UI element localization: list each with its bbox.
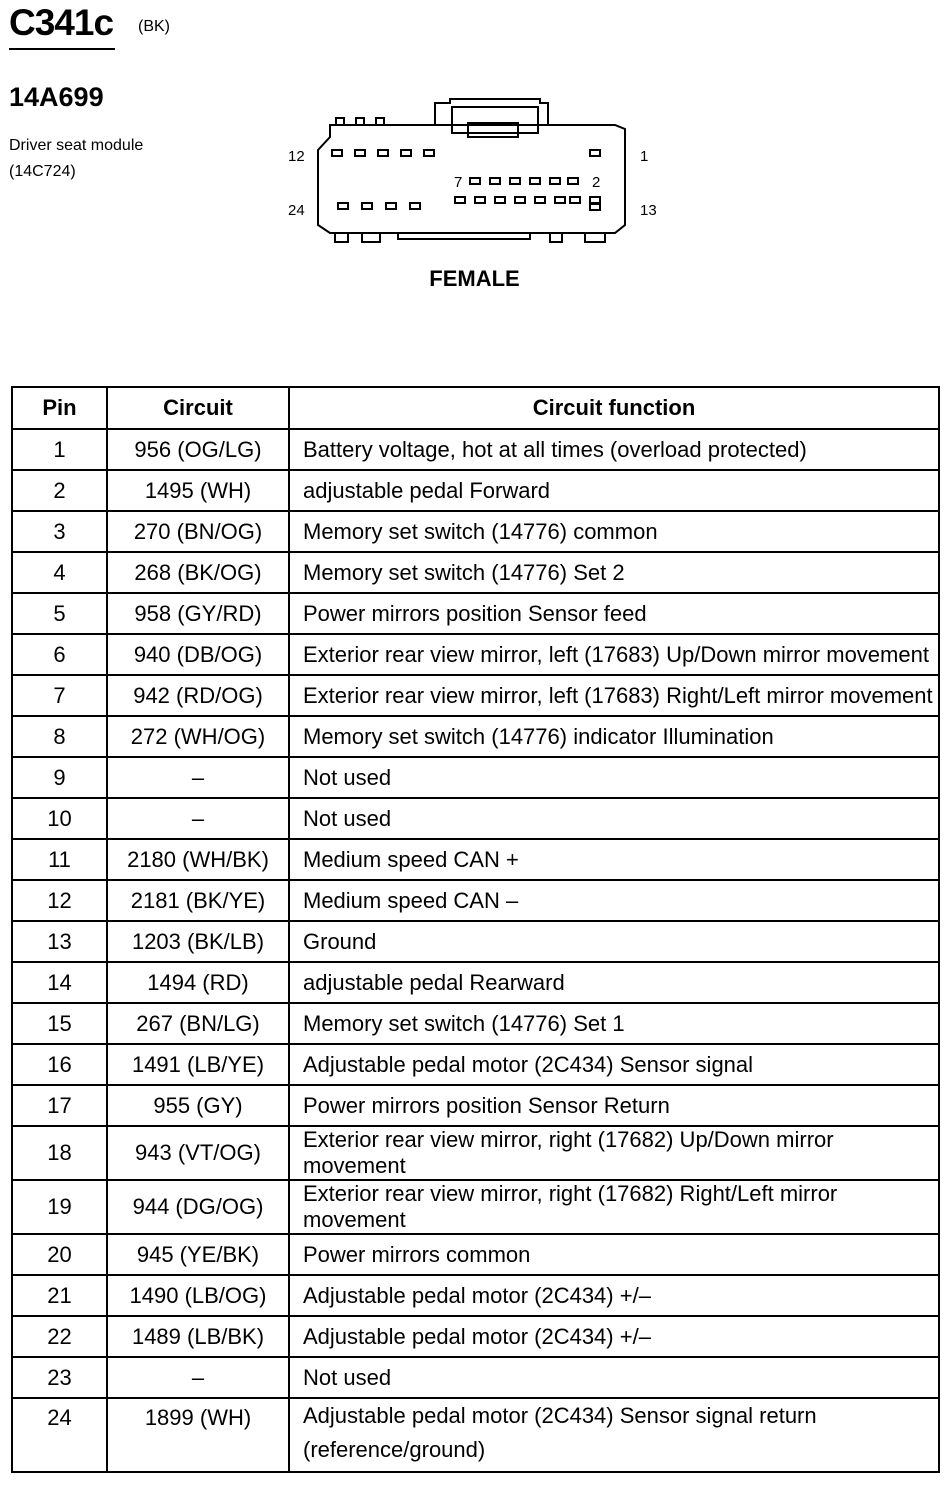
table-row <box>12 429 939 470</box>
module-part-reference: (14C724) <box>9 163 76 180</box>
circuit-cell: 1489 (LB/BK) <box>107 1316 289 1357</box>
pin-cell: 20 <box>12 1234 107 1275</box>
function-cell: Adjustable pedal motor (2C434) +/– <box>289 1316 939 1357</box>
pin-cell: 17 <box>12 1085 107 1126</box>
pin-cell: 19 <box>12 1180 107 1234</box>
function-cell: Exterior rear view mirror, right (17682) Up/Down mirror movement <box>289 1126 939 1180</box>
function-cell: Not used <box>289 757 939 798</box>
table-row <box>12 1316 939 1357</box>
function-cell: Adjustable pedal motor (2C434) +/– <box>289 1275 939 1316</box>
bottom-tab <box>585 233 605 242</box>
function-cell: Adjustable pedal motor (2C434) Sensor signal return (reference/ground) <box>289 1398 939 1472</box>
pin-cavity <box>455 197 465 203</box>
function-cell: Battery voltage, hot at all times (overload protected) <box>289 429 939 470</box>
table-row <box>12 1044 939 1085</box>
circuit-cell: 2180 (WH/BK) <box>107 839 289 880</box>
circuit-cell: – <box>107 757 289 798</box>
pin-cavity <box>535 197 545 203</box>
top-bump <box>336 118 344 125</box>
table-row <box>12 1398 939 1472</box>
circuit-cell: 268 (BK/OG) <box>107 552 289 593</box>
table-row <box>12 1003 939 1044</box>
top-bump <box>356 118 364 125</box>
circuit-cell: 958 (GY/RD) <box>107 593 289 634</box>
pin-cavity <box>338 203 348 209</box>
column-header-circuit: Circuit <box>107 387 289 429</box>
pin-cell: 7 <box>12 675 107 716</box>
function-cell: Power mirrors position Sensor Return <box>289 1085 939 1126</box>
table-row <box>12 839 939 880</box>
table-row <box>12 552 939 593</box>
pin-cell: 10 <box>12 798 107 839</box>
table-row <box>12 470 939 511</box>
circuit-cell: 1203 (BK/LB) <box>107 921 289 962</box>
connector-title: C341c <box>9 2 114 43</box>
circuit-cell: 272 (WH/OG) <box>107 716 289 757</box>
pin-cavity <box>410 203 420 209</box>
pin-cell: 22 <box>12 1316 107 1357</box>
column-header-function: Circuit function <box>289 387 939 429</box>
circuit-cell: – <box>107 798 289 839</box>
table-row <box>12 1126 939 1180</box>
pinout-table <box>11 386 940 1473</box>
table-row <box>12 798 939 839</box>
table-header-row <box>12 387 939 429</box>
pin-cell: 11 <box>12 839 107 880</box>
latch-window <box>452 107 538 133</box>
pin-cavity <box>378 150 388 156</box>
pin-cell: 5 <box>12 593 107 634</box>
table-row <box>12 1180 939 1234</box>
pin-cavity <box>555 197 565 203</box>
title-underline <box>9 48 115 50</box>
pin-cell: 24 <box>12 1398 107 1472</box>
function-cell: Ground <box>289 921 939 962</box>
function-cell: Adjustable pedal motor (2C434) Sensor signal <box>289 1044 939 1085</box>
pin-cavity <box>515 197 525 203</box>
function-cell: Memory set switch (14776) Set 1 <box>289 1003 939 1044</box>
circuit-cell: 1899 (WH) <box>107 1398 289 1472</box>
circuit-cell: – <box>107 1357 289 1398</box>
table-row <box>12 675 939 716</box>
table-row <box>12 716 939 757</box>
circuit-cell: 942 (RD/OG) <box>107 675 289 716</box>
pin-cell: 16 <box>12 1044 107 1085</box>
table-row <box>12 511 939 552</box>
function-cell: Power mirrors position Sensor feed <box>289 593 939 634</box>
table-row <box>12 1234 939 1275</box>
circuit-cell: 1495 (WH) <box>107 470 289 511</box>
circuit-cell: 1490 (LB/OG) <box>107 1275 289 1316</box>
pin-cell: 13 <box>12 921 107 962</box>
pin-cavity <box>590 150 600 156</box>
circuit-cell: 955 (GY) <box>107 1085 289 1126</box>
module-description: Driver seat module <box>9 137 144 154</box>
pin-cavity <box>550 178 560 184</box>
bottom-tab <box>362 233 380 242</box>
function-cell: Medium speed CAN – <box>289 880 939 921</box>
pin-cell: 9 <box>12 757 107 798</box>
pin-cavity <box>332 150 342 156</box>
pin-cavity <box>386 203 396 209</box>
pin-cavity <box>570 197 580 203</box>
function-cell: Exterior rear view mirror, right (17682) Right/Left mirror movement <box>289 1180 939 1234</box>
pin-label-12: 12 <box>288 148 305 165</box>
pin-cavity <box>362 203 372 209</box>
pin-cavity <box>470 178 480 184</box>
circuit-cell: 1494 (RD) <box>107 962 289 1003</box>
pin-label-7: 7 <box>454 174 463 191</box>
connector-color-code: (BK) <box>138 18 170 35</box>
pin-cavity <box>401 150 411 156</box>
connector-face-diagram <box>270 95 690 255</box>
pin-cavity <box>530 178 540 184</box>
table-row <box>12 1357 939 1398</box>
pin-cavity <box>590 204 600 210</box>
circuit-cell: 956 (OG/LG) <box>107 429 289 470</box>
pin-cell: 15 <box>12 1003 107 1044</box>
function-cell: Exterior rear view mirror, left (17683) Right/Left mirror movement <box>289 675 939 716</box>
function-cell: Power mirrors common <box>289 1234 939 1275</box>
function-cell: Memory set switch (14776) Set 2 <box>289 552 939 593</box>
bottom-tab <box>550 233 562 242</box>
pin-cell: 4 <box>12 552 107 593</box>
table-row <box>12 880 939 921</box>
pin-cavity <box>475 197 485 203</box>
circuit-cell: 270 (BN/OG) <box>107 511 289 552</box>
pin-cell: 3 <box>12 511 107 552</box>
pin-cell: 21 <box>12 1275 107 1316</box>
connector-gender-label: FEMALE <box>429 266 520 291</box>
circuit-cell: 940 (DB/OG) <box>107 634 289 675</box>
function-cell: Not used <box>289 1357 939 1398</box>
table-row <box>12 962 939 1003</box>
pin-cavity <box>495 197 505 203</box>
pin-cell: 1 <box>12 429 107 470</box>
table-row <box>12 921 939 962</box>
function-cell: Not used <box>289 798 939 839</box>
circuit-cell: 943 (VT/OG) <box>107 1126 289 1180</box>
function-cell: Memory set switch (14776) common <box>289 511 939 552</box>
pin-label-24: 24 <box>288 202 305 219</box>
pin-cavity <box>424 150 434 156</box>
function-cell: Memory set switch (14776) indicator Illumination <box>289 716 939 757</box>
circuit-cell: 2181 (BK/YE) <box>107 880 289 921</box>
table-row <box>12 757 939 798</box>
pin-cell: 18 <box>12 1126 107 1180</box>
top-bump <box>376 118 384 125</box>
function-cell: adjustable pedal Forward <box>289 470 939 511</box>
pin-cell: 8 <box>12 716 107 757</box>
pin-cell: 12 <box>12 880 107 921</box>
pin-cavity <box>590 197 600 203</box>
circuit-cell: 1491 (LB/YE) <box>107 1044 289 1085</box>
function-cell: adjustable pedal Rearward <box>289 962 939 1003</box>
function-cell: Medium speed CAN + <box>289 839 939 880</box>
circuit-cell: 944 (DG/OG) <box>107 1180 289 1234</box>
circuit-cell: 267 (BN/LG) <box>107 1003 289 1044</box>
pin-label-2: 2 <box>592 174 601 191</box>
pin-cell: 2 <box>12 470 107 511</box>
pin-cavity <box>510 178 520 184</box>
table-row <box>12 1085 939 1126</box>
pin-cavity <box>568 178 578 184</box>
part-number: 14A699 <box>9 82 104 112</box>
table-row <box>12 593 939 634</box>
pin-label-13: 13 <box>640 202 657 219</box>
pin-cell: 23 <box>12 1357 107 1398</box>
pin-cell: 6 <box>12 634 107 675</box>
column-header-pin: Pin <box>12 387 107 429</box>
table-row <box>12 634 939 675</box>
function-cell: Exterior rear view mirror, left (17683) Up/Down mirror movement <box>289 634 939 675</box>
pin-cell: 14 <box>12 962 107 1003</box>
pin-cavity <box>490 178 500 184</box>
pin-label-1: 1 <box>640 148 649 165</box>
bottom-tab <box>335 233 348 242</box>
circuit-cell: 945 (YE/BK) <box>107 1234 289 1275</box>
pin-cavity <box>355 150 365 156</box>
table-row <box>12 1275 939 1316</box>
